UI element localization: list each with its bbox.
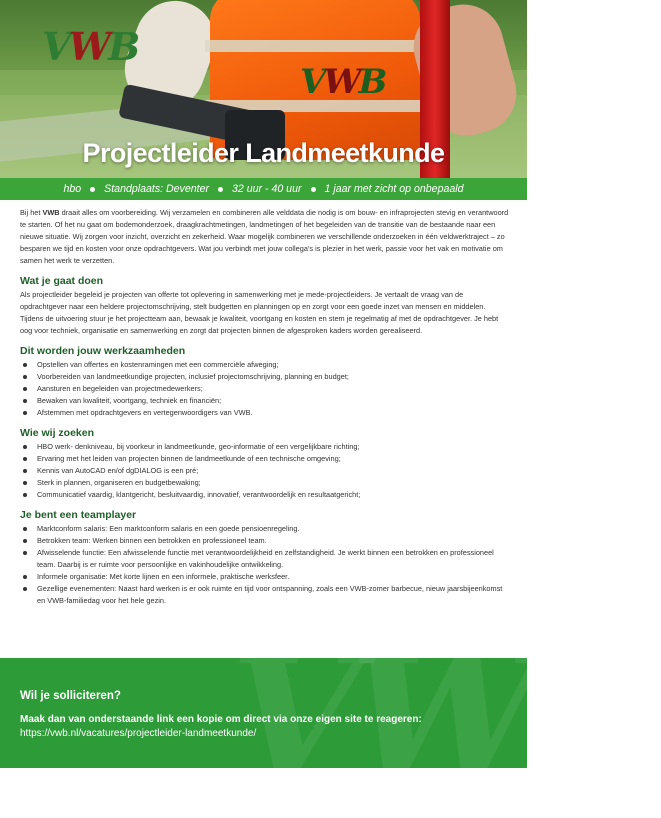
section-heading-werkzaamheden: Dit worden jouw werkzaamheden: [20, 345, 186, 357]
vacancy-content: [20, 207, 510, 607]
meta-contract: 1 jaar met zicht op onbepaald: [324, 183, 464, 195]
list-item: Bewaken van kwaliteit, voortgang, techniek en financiën;: [20, 395, 510, 407]
list-item: Voorbereiden van landmeetkundige projecten, inclusief projectomschrijving, planning en budget;: [20, 371, 510, 383]
section-text-doen: Als projectleider begeleid je projecten van offerte tot oplevering in samenwerking met je mede-projectleiders. Je vertaalt de vraag van de opdrachtgever naar een heldere projectomschrijving, stelt budgetten en planningen op en zorgt voor een goede inzet van mensen en middelen. Tijdens de uitvoering stuur je het projectteam aan, bewaak je kwaliteit, voortgang en kosten en stem je regelmatig af met de opdrachtgever. Je hebt oog voor techniek, organisatie en samenwerking en zorgt dat projecten binnen de afgesproken kaders worden gerealiseerd.: [20, 290, 499, 335]
vwb-logo: VWB: [42, 24, 138, 69]
list-item: HBO werk- denkniveau, bij voorkeur in landmeetkunde, geo-informatie of een vergelijkbare richting;: [20, 441, 510, 453]
section-heading-zoeken: Wie wij zoeken: [20, 427, 95, 439]
apply-link[interactable]: https://vwb.nl/vacatures/projectleider-landmeetkunde/: [20, 728, 257, 739]
list-item: Opstellen van offertes en kostenramingen met een commerciële afweging;: [20, 359, 510, 371]
list-item: Afstemmen met opdrachtgevers en vertegenwoordigers van VWB.: [20, 407, 510, 419]
apply-heading: Wil je solliciteren?: [20, 690, 121, 702]
list-zoeken: [20, 441, 510, 501]
list-item: Afwisselende functie: Een afwisselende functie met verantwoordelijkheid en zelfstandigheid. Je werkt binnen een betrokken en professioneel team. Daarbij is er ruimte voor persoonlijke en vakinhoudelijke ontwikkeling.: [20, 547, 510, 571]
list-item: Aansturen en begeleiden van projectmedewerkers;: [20, 383, 510, 395]
bullet-dot-icon: [311, 187, 316, 192]
job-meta-bar: [0, 178, 527, 200]
meta-location: Standplaats: Deventer: [104, 183, 209, 195]
hero-photo: [0, 0, 527, 178]
intro-paragraph: Bij het VWB draait alles om voorbereiding. Wij verzamelen en combineren alle velddata die nodig is om bouw- en infraprojecten stevig en verantwoord te starten. Of het nu gaat om bodemonderzoek, draagkrachtmetingen, landmetingen of het begeleiden van de transitie van de bestaande naar een nieuwe situatie. Wij zorgen voor inzicht, overzicht en zekerheid. Waar mogelijk combineren we verschillende onderzoeken in één veldwerktraject – zo besparen we tijd en kosten voor onze opdrachtgevers. Wat jou verbindt met jouw collega’s is plezier in het werk, passie voor het vak en motivatie om samen het werk te verzetten.: [20, 208, 509, 265]
meta-hours: 32 uur - 40 uur: [232, 183, 302, 195]
apply-instructions: Maak dan van onderstaande link een kopie om direct via onze eigen site te reageren:: [20, 714, 422, 725]
vwb-watermark: VWB: [230, 618, 661, 818]
meta-education: hbo: [63, 183, 82, 195]
bullet-dot-icon: [218, 187, 223, 192]
hero-vest-stripe: [205, 40, 425, 52]
list-item: Marktconform salaris: Een marktconform salaris en een goede pensioenregeling.: [20, 523, 510, 535]
section-heading-teamplayer: Je bent een teamplayer: [20, 509, 137, 521]
list-item: Communicatief vaardig, klantgericht, besluitvaardig, innovatief, verantwoordelijk en resultaatgericht;: [20, 489, 510, 501]
list-item: Ervaring met het leiden van projecten binnen de landmeetkunde of een technische omgeving;: [20, 453, 510, 465]
apply-footer: [0, 618, 661, 818]
bullet-dot-icon: [90, 187, 95, 192]
list-item: Informele organisatie: Met korte lijnen en een informele, praktische werksfeer.: [20, 571, 510, 583]
list-item: Gezellige evenementen: Naast hard werken is er ook ruimte en tijd voor ontspanning, zoals een VWB-zomer barbecue, nieuw jaarsbijeenkomst en VWB-familiedag voor het hele gezin.: [20, 583, 510, 607]
section-heading-doen: Wat je gaat doen: [20, 275, 104, 287]
vest-logo: VWB: [300, 62, 385, 102]
list-teamplayer: [20, 523, 510, 607]
list-item: Sterk in plannen, organiseren en budgetbewaking;: [20, 477, 510, 489]
list-werkzaamheden: [20, 359, 510, 419]
list-item: Kennis van AutoCAD en/of dgDIALOG is een pré;: [20, 465, 510, 477]
page-title: Projectleider Landmeetkunde: [82, 138, 445, 168]
list-item: Betrokken team: Werken binnen een betrokken en professioneel team.: [20, 535, 510, 547]
